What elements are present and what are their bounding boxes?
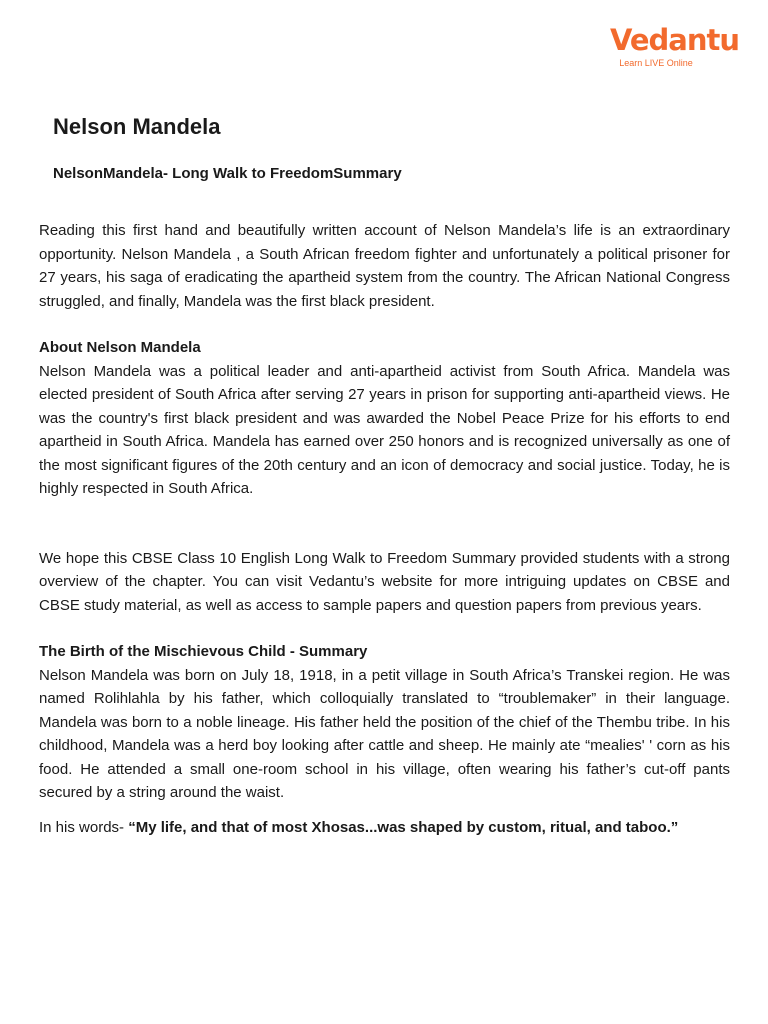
intro-paragraph: Reading this first hand and beautifully written account of Nelson Mandela’s life is an extraordinary opportunity. Nelson Mandela , a South African freedom fighter and unfortunately a political prisoner for 27 years, his saga of eradicating the apartheid system from the country. The African National Congress struggled, and finally, Mandela was the first black president. [39,222,730,310]
closing-paragraph: We hope this CBSE Class 10 English Long Walk to Freedom Summary provided students with a strong overview of the chapter. You can visit Vedantu’s website for more intriguing updates on CBSE and CBSE study material, as well as access to sample papers and question papers from previous years. [39,549,730,614]
quote-line [39,816,730,840]
about-heading: About Nelson Mandela [39,339,201,356]
vedantu-logo [610,23,740,69]
birth-heading: The Birth of the Mischievous Child - Summary [39,643,368,660]
logo-wordmark: Vedantu [610,23,740,57]
page-subtitle: NelsonMandela- Long Walk to FreedomSummary [53,165,402,182]
birth-paragraph: Nelson Mandela was born on July 18, 1918, in a petit village in South Africa’s Transkei region. He was named Rolihlahla by his father, which colloquially translated to “troublemaker” in their language. Mandela was born to a noble lineage. His father held the position of the chief of the Thembu tribe. In his childhood, Mandela was a herd boy looking after cattle and sheep. He mainly ate “mealies' ' corn as his food. He attended a small one-room school in his village, often wearing his father’s cut-off pants secured by a string around the waist. [39,666,730,801]
page-title: Nelson Mandela [53,114,221,139]
quote-text: “My life, and that of most Xhosas...was shaped by custom, ritual, and taboo.” [128,818,679,836]
quote-prefix: In his words- [39,818,129,836]
about-paragraph: Nelson Mandela was a political leader and anti-apartheid activist from South Africa. Mandela was elected president of South Africa after serving 27 years in prison for supporting anti-apartheid views. He was the country's first black president and was awarded the Nobel Peace Prize for his efforts to end apartheid in South Africa. Mandela has earned over 250 honors and is recognized universally as one of the most significant figures of the 20th century and an icon of democracy and social justice. Today, he is highly respected in South Africa. [39,362,730,497]
logo-tagline: Learn LIVE Online [619,58,693,68]
document-body [39,219,730,839]
